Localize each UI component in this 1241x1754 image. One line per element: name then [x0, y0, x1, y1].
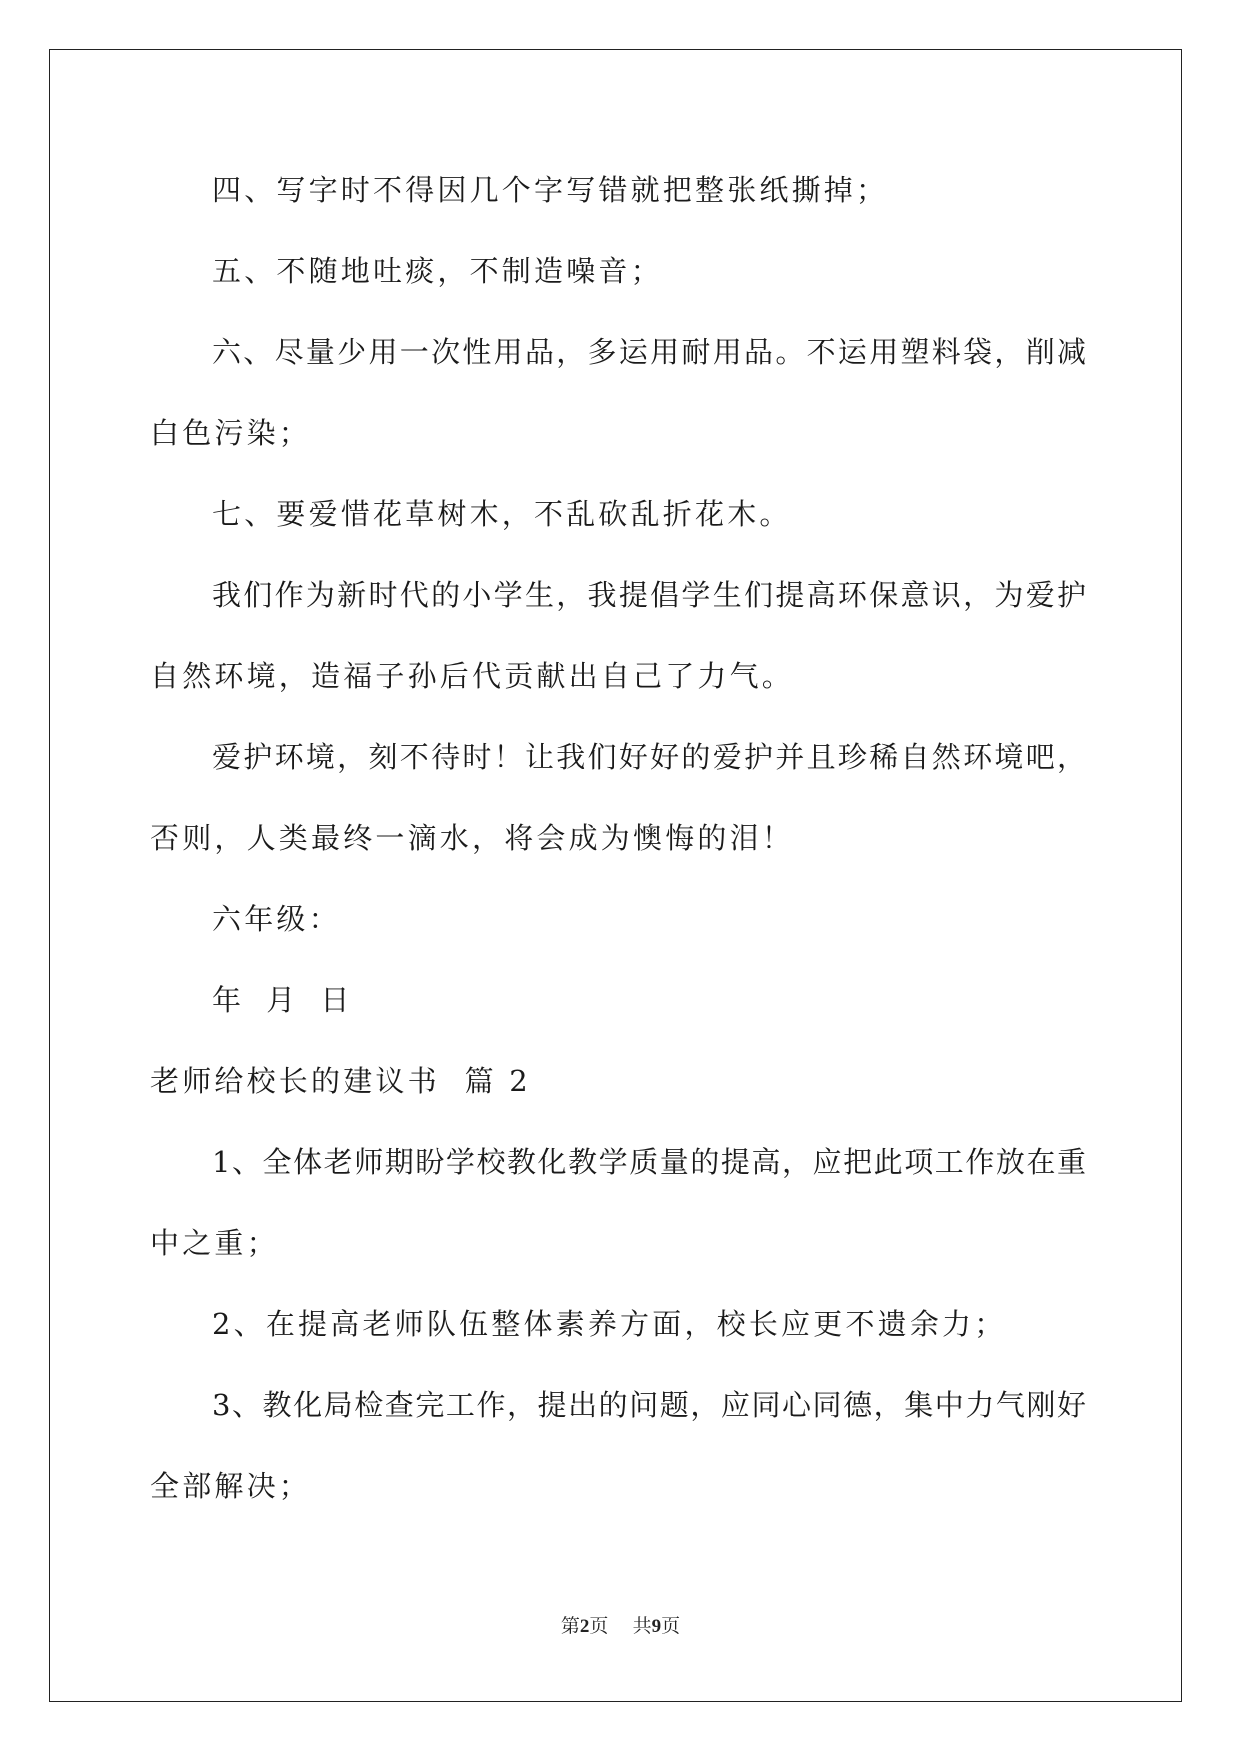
signature-date — [212, 980, 375, 1020]
suggestion-3-line-2: 全部解决； — [150, 1469, 312, 1503]
footer-prefix: 第 — [560, 1615, 580, 1637]
section-title: 老师给校长的建议书 篇 2 — [150, 1064, 531, 1098]
footer-total-pages: 9 — [651, 1616, 662, 1637]
page-footer — [0, 1611, 1241, 1638]
footer-page-number: 2 — [579, 1616, 590, 1637]
signature-grade: 六年级： — [212, 902, 341, 936]
suggestion-1-line-2: 中之重； — [150, 1226, 279, 1260]
date-month: 月 — [266, 983, 299, 1017]
paragraph-item-7: 七、要爱惜花草树木，不乱砍乱折花木。 — [212, 497, 792, 531]
paragraph-closing-line-1: 爱护环境，刻不待时！让我们好好的爱护并且珍稀自然环境吧， — [212, 740, 1086, 774]
date-year: 年 — [212, 983, 245, 1017]
footer-suffix: 页 — [661, 1615, 681, 1637]
paragraph-closing-line-2: 否则，人类最终一滴水，将会成为懊悔的泪！ — [150, 821, 795, 855]
paragraph-item-6-line-1: 六、尽量少用一次性用品，多运用耐用品。不运用塑料袋，削减 — [212, 335, 1086, 369]
paragraph-appeal-line-1: 我们作为新时代的小学生，我提倡学生们提高环保意识，为爱护 — [212, 578, 1086, 612]
paragraph-item-6-line-2: 白色污染； — [150, 416, 312, 450]
paragraph-appeal-line-2: 自然环境，造福子孙后代贡献出自己了力气。 — [150, 659, 795, 693]
footer-mid: 页 共 — [589, 1615, 652, 1637]
suggestion-2: 2、在提高老师队伍整体素养方面，校长应更不遗余力； — [212, 1307, 1007, 1341]
suggestion-3-line-1: 3、教化局检查完工作，提出的问题，应同心同德，集中力气刚好 — [212, 1388, 1086, 1422]
date-day: 日 — [320, 983, 353, 1017]
page-border — [49, 49, 1182, 1702]
paragraph-item-4: 四、写字时不得因几个字写错就把整张纸撕掉； — [212, 173, 889, 207]
suggestion-1-line-1: 1、全体老师期盼学校教化教学质量的提高，应把此项工作放在重 — [212, 1145, 1086, 1179]
paragraph-item-5: 五、不随地吐痰，不制造噪音； — [212, 254, 663, 288]
